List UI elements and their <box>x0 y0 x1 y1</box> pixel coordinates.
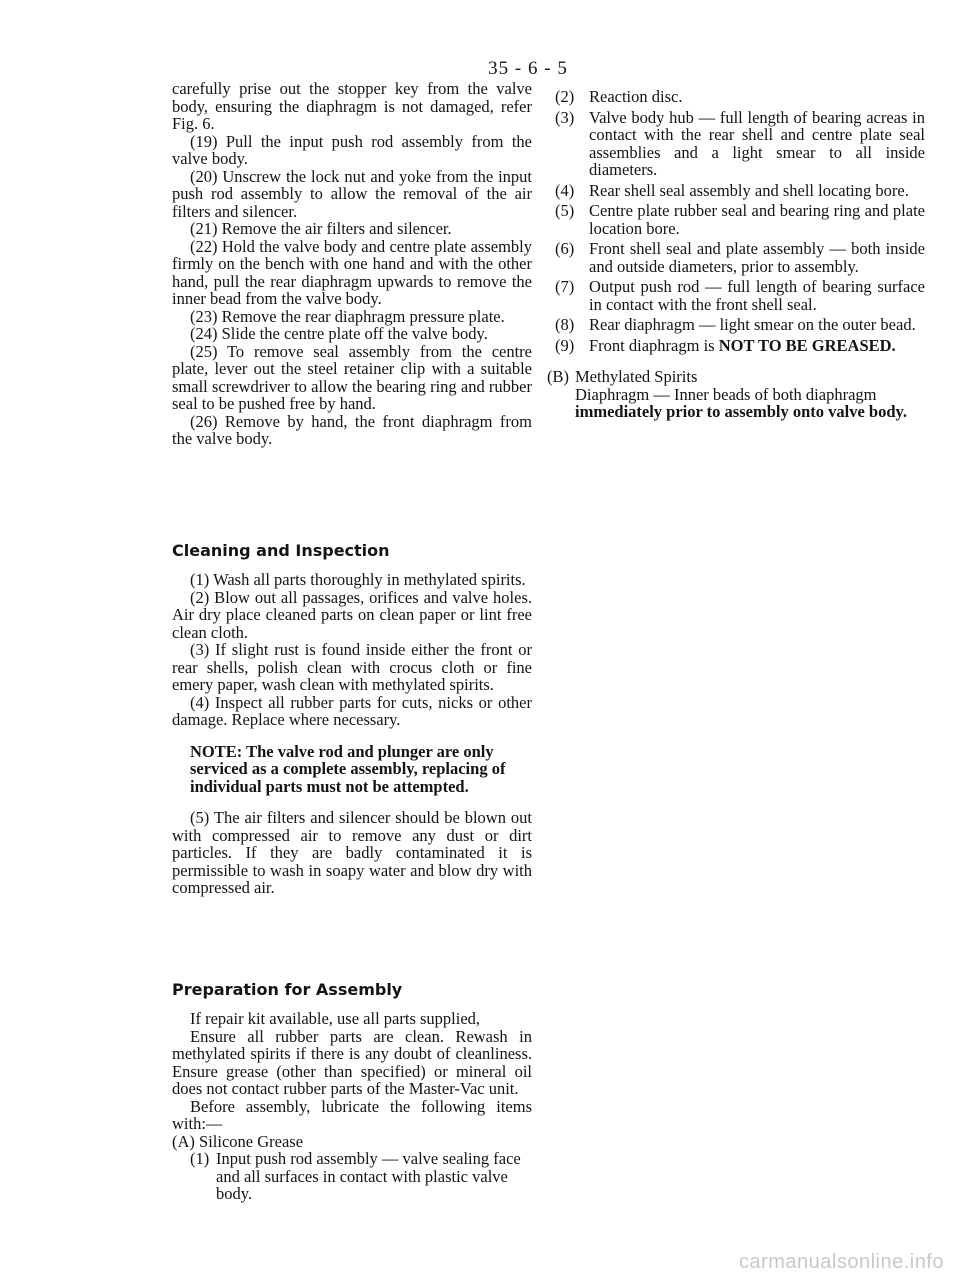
item-number: (8) <box>555 315 575 334</box>
item-number: (1) <box>190 1149 210 1168</box>
item-text-plain: Front diaphragm is <box>589 335 719 355</box>
cleaning-heading: Cleaning and Inspection <box>172 540 390 560</box>
item-number: (3) <box>555 107 575 127</box>
cleaning-step-4: (4) Inspect all rubber parts for cuts, nicks or other damage. Replace where necessary. <box>172 692 532 729</box>
silicone-item <box>555 278 925 313</box>
item-text: Valve body hub — full length of bearing acreas in contact with the rear shell and centre plate seal assemblies and a light smear to all inside diameters. <box>589 107 925 179</box>
item-text: Reaction disc. <box>589 87 683 106</box>
item-text: Input push rod assembly — valve sealing face and all surfaces in contact with plastic valve body. <box>216 1149 521 1203</box>
item-text: Centre plate rubber seal and bearing ring and plate location bore. <box>589 201 925 238</box>
step-20: (20) Unscrew the lock nut and yoke from the input push rod assembly to allow the removal of the air filters and silencer. <box>172 166 532 221</box>
prep-paragraph-2: Ensure all rubber parts are clean. Rewash in methylated spirits if there is any doubt of cleanliness. Ensure grease (other than specified) or mineral oil does not contact rubber parts of the Master-Vac unit. <box>172 1026 532 1098</box>
step-26: (26) Remove by hand, the front diaphragm from the valve body. <box>172 411 532 448</box>
silicone-item-9 <box>555 337 925 355</box>
cleaning-step-2: (2) Blow out all passages, orifices and valve holes. Air dry place cleaned parts on clean paper or lint free clean cloth. <box>172 587 532 642</box>
step-22: (22) Hold the valve body and centre plate assembly firmly on the bench with one hand and with the other hand, pull the rear diaphragm upwards to remove the inner bead from the valve body. <box>172 236 532 308</box>
item-text: Rear shell seal assembly and shell locating bore. <box>589 180 909 200</box>
note: NOTE: The valve rod and plunger are only serviced as a complete assembly, replacing of individual parts must not be attempted. <box>190 741 506 796</box>
item-number: (5) <box>555 201 575 220</box>
item-number: (4) <box>555 180 575 200</box>
not-greased-emphasis: NOT TO BE GREASED. <box>718 335 896 355</box>
step-25: (25) To remove seal assembly from the centre plate, lever out the steel retainer clip with a suitable small screwdriver to allow the bearing ring and rubber seal to be pushed free by hand. <box>172 341 532 413</box>
silicone-item <box>555 182 925 200</box>
preparation-heading: Preparation for Assembly <box>172 979 403 999</box>
section-a-label: (A) Silicone Grease <box>172 1131 304 1151</box>
section-b-number: (B) <box>547 367 569 386</box>
item-text: Front shell seal and plate assembly — both inside and outside diameters, prior to assembly. <box>589 239 925 276</box>
silicone-item <box>555 240 925 275</box>
silicone-item <box>555 88 925 106</box>
silicone-item <box>555 202 925 237</box>
cleaning-step-3: (3) If slight rust is found inside either the front or rear shells, polish clean with crocus cloth or fine emery paper, wash clean with methylated spirits. <box>172 640 532 694</box>
section-b-emphasis: immediately prior to assembly onto valve body. <box>575 402 907 421</box>
item-text <box>589 337 925 355</box>
cleaning-step-1: (1) Wash all parts thoroughly in methylated spirits. <box>190 570 526 589</box>
item-text: Output push rod — full length of bearing surface in contact with the front shell seal. <box>589 277 925 314</box>
page-number: 35 - 6 - 5 <box>488 58 568 79</box>
watermark: carmanualsonline.info <box>738 1251 944 1273</box>
silicone-item <box>555 109 925 179</box>
item-number: (9) <box>555 335 575 355</box>
right-column <box>547 87 925 421</box>
step-24: (24) Slide the centre plate off the valve body. <box>190 324 488 343</box>
item-number: (7) <box>555 277 575 296</box>
step-23: (23) Remove the rear diaphragm pressure plate. <box>190 306 505 326</box>
silicone-item-1 <box>172 1150 532 1203</box>
left-column <box>172 80 532 1203</box>
section-b-title: Methylated Spirits <box>575 367 698 386</box>
item-number: (6) <box>555 239 575 258</box>
item-number: (2) <box>555 87 575 106</box>
section-b-body: Diaphragm — Inner beads of both diaphragm <box>575 384 877 404</box>
item-text: Rear diaphragm — light smear on the outer bead. <box>589 315 916 334</box>
step-19: (19) Pull the input push rod assembly from the valve body. <box>172 131 532 168</box>
prep-paragraph-1: If repair kit available, use all parts supplied, <box>190 1009 481 1028</box>
section-b-text <box>575 368 925 421</box>
step-21: (21) Remove the air filters and silencer. <box>190 219 452 238</box>
section-b <box>547 367 925 421</box>
silicone-items-list <box>555 88 925 334</box>
prep-paragraph-3: Before assembly, lubricate the following items with:— <box>172 1096 532 1133</box>
paragraph-stopper-key: carefully prise out the stopper key from the valve body, ensuring the diaphragm is not damaged, refer Fig. 6. <box>172 79 532 133</box>
silicone-item <box>555 316 925 334</box>
cleaning-step-5: (5) The air filters and silencer should be blown out with compressed air to remove any dust or dirt particles. If they are badly contaminated it is permissible to wash in soapy water and blow dry with compressed air. <box>172 808 532 897</box>
